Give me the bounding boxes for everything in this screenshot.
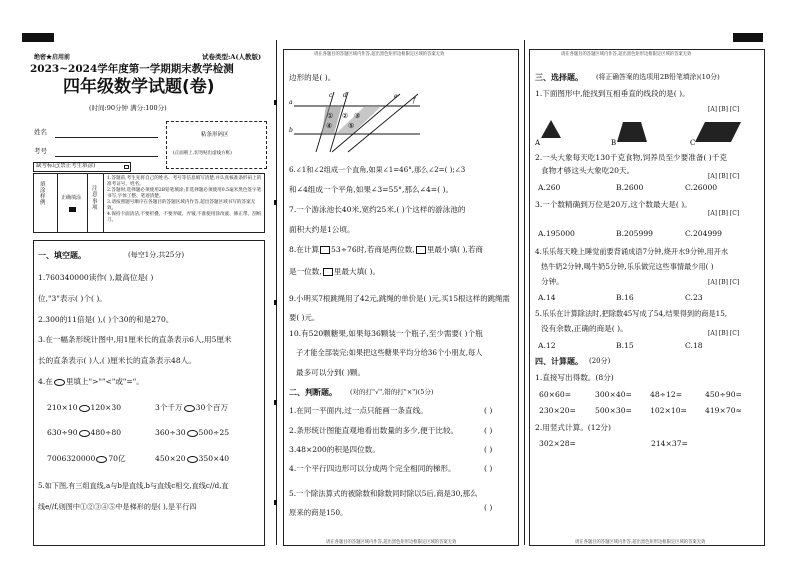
answer-bubbles-q1[interactable]: [A] [B] [C] (708, 106, 740, 113)
choice-q4-line-b: 热牛奶2分钟,喝牛奶5分钟,乐乐做完这些事情最少用( ) (541, 262, 714, 271)
choice-q2-option-a: A.260 (538, 183, 561, 192)
note-2: 2.答题时,选择题必须使用2B铅笔填涂;非选择题必须使用0.5毫米黑色签字笔书写,字体工整、笔迹清楚。 (107, 187, 262, 199)
name-field[interactable] (55, 137, 158, 138)
q10-line-c: 最多可以分到( )颗。 (296, 368, 366, 377)
timing-mark (274, 100, 277, 105)
panel-2-bottom-notice: 请在各题目的答题区域内作答,超出黑色矩形边框限定区域的答案无效 (326, 540, 457, 545)
fig-label-c: c (329, 92, 333, 99)
judge-answer-1[interactable]: ( ) (484, 406, 493, 415)
compare-circle-icon (54, 379, 65, 386)
choice-q2-line-b: 食物才够这头大象吃20天。 (541, 166, 635, 175)
choice-q3: 3.一个数精确到万位是20万,这个数最大是( )。 (535, 200, 692, 209)
choice-q4-option-b: B.16 (616, 293, 634, 302)
corner-mark-top-right (733, 33, 763, 42)
fig-label-f: f (413, 97, 416, 104)
fig-label-e: e (394, 93, 398, 100)
compare-1b: 3个千万 30个百万 (155, 403, 229, 412)
line-e (332, 94, 400, 152)
q10-line-a: 10.有520颗糖果,如果每36颗装一个瓶子,至少需要( )个瓶 (289, 329, 483, 338)
direct-calc-7: 102×10= (650, 406, 687, 415)
judge-answer-2[interactable]: ( ) (484, 426, 493, 435)
choice-q3-option-a: A.195000 (538, 229, 575, 238)
timing-mark (274, 500, 277, 505)
digit-box-icon (416, 246, 426, 254)
direct-calc-5: 230×20= (539, 406, 576, 415)
q5-line-b: 线e//f,则图中①②③④⑤中是梯形的是( ),是平行四 (38, 502, 197, 511)
compare-circle-input[interactable] (187, 430, 198, 437)
fig-label-2: ② (342, 112, 349, 120)
compare-3b: 450×20 350×40 (155, 454, 230, 463)
shape-c-icon (695, 122, 741, 142)
barcode-area (166, 121, 267, 169)
judge-item-1: 1.在同一平面内,过一点只能画一条直线。 (289, 406, 428, 415)
choice-q5-line-a: 5.乐乐在计算除法时,把除数45写成了54,结果得到的商是15, (535, 309, 728, 318)
id-label: 考号 (34, 147, 47, 155)
direct-calc-3: 48÷12= (650, 390, 683, 399)
direct-calc-4: 450÷90= (705, 390, 742, 399)
note-4: 4.保持卡面清洁,不要折叠、不要弄破、弄皱,不准使用涂改液、修正带、刮纸刀。 (107, 211, 262, 223)
q7-line-b: 面积大约是1公顷。 (289, 225, 355, 234)
fill-sample-cell (34, 174, 58, 232)
timing-mark (274, 400, 277, 405)
parallel-lines-figure (288, 90, 423, 154)
q5-line-a: 5.如下图,有三组直线,a与b是直线,b与直线c相交,直线c//d,直 (38, 481, 229, 490)
q7-line-a: 7.一个游泳池长40米,宽约25米,( )个这样的游泳池的 (289, 205, 466, 214)
direct-calc-2: 300×40= (595, 390, 632, 399)
compare-circle-input[interactable] (79, 405, 90, 412)
answer-panel-1 (33, 240, 265, 546)
id-field[interactable] (55, 156, 158, 157)
answer-bubbles-q4[interactable]: [A] [B] [C] (708, 279, 740, 286)
choice-q4-option-c: C.23 (685, 293, 703, 302)
digit-box-icon (323, 268, 333, 276)
q4-intro (38, 378, 144, 386)
correct-fill-label: 正确填涂 (61, 195, 82, 201)
shape-b-icon (617, 122, 647, 142)
judge-answer-3[interactable]: ( ) (484, 445, 493, 454)
digit-box-input[interactable] (320, 246, 330, 254)
correct-fill-sample (69, 207, 76, 212)
absent-mark-label: 缺考标记(禁止考生填涂) (36, 163, 96, 169)
choice-q2-option-b: B.2600 (616, 183, 644, 192)
choice-q1-shapes (535, 116, 755, 150)
option-label-c: C (690, 139, 696, 147)
judge-answer-4[interactable]: ( ) (484, 464, 493, 473)
fold-line-1 (276, 40, 277, 545)
fig-label-b: b (289, 127, 293, 134)
choice-q3-option-c: C.204999 (685, 229, 722, 238)
direct-calc-8: 419×70≈ (705, 406, 742, 415)
absent-mark-box[interactable] (124, 165, 129, 169)
q1-line-b: 位,"3"表示( )个( )。 (38, 294, 107, 303)
page-title: 四年级数学试题(卷) (63, 77, 215, 97)
section-3-score: (将正确答案的选项用2B铅笔填涂)(10分) (596, 73, 720, 81)
q10-line-b: 子才能全部装完;如果把这些糖果平均分给36个小朋友,每人 (296, 348, 483, 357)
timing-mark (274, 200, 277, 205)
compare-2a: 630÷90 480÷80 (47, 428, 122, 437)
secret-label: 绝密★启用前 (34, 54, 71, 61)
panel-2-top-notice: 请在各题目的答题区域内作答,超出黑色矩形边框限定区域的答案无效 (314, 52, 445, 57)
section-4-title: 四、计算题。 (535, 356, 583, 366)
exam-title: 2023~2024学年度第一学期期末教学检测 (30, 63, 234, 75)
section-1-score: (每空1分,共25分) (128, 251, 185, 259)
fig-label-d: d (343, 92, 347, 99)
compare-circle-input[interactable] (96, 456, 107, 463)
choice-q2-option-c: C.26000 (685, 183, 718, 192)
choice-q4-line-a: 4.乐乐每天晚上睡觉前要背诵成语7分钟,烧开水9分钟,用开水 (535, 247, 729, 256)
q8-line-a: 8.在计算 53÷76时,若商是两位数, 里最小填( ),若商 (289, 245, 484, 254)
compare-circle-input[interactable] (79, 430, 90, 437)
judge-item-3: 3.48×200的积是四位数。 (289, 445, 380, 454)
section-2-title: 二、判断题。 (289, 387, 337, 397)
panel-3-top-notice: 请在各题目的答题区域内作答,超出黑色矩形边框限定区域的答案无效 (561, 52, 692, 57)
section-3-title: 三、选择题。 (535, 72, 583, 82)
choice-q3-option-b: B.205999 (616, 229, 653, 238)
absent-mark-row (33, 162, 131, 172)
barcode-area-label: 粘条形码区 (201, 132, 229, 138)
fig-label-1: ① (327, 112, 334, 120)
fig-label-3: ③ (354, 112, 361, 120)
section-2-score: (对的打"√",错的打"×")(5分) (350, 388, 434, 396)
q3-line-b: 长的直条表示( )人,( )厘米长的直条表示48人。 (38, 356, 196, 365)
corner-mark-top-left (22, 33, 54, 42)
correct-fill-cell (58, 174, 88, 232)
choice-q5-line-b: 没有余数,正确的商是( )。 (541, 324, 628, 333)
q1-line-a: 1.760340000读作( ),最高位是( ) (38, 273, 154, 282)
compare-2b: 360÷30 500÷25 (155, 428, 230, 437)
time-score: (时间:90分钟 满分:100分) (89, 104, 167, 112)
vertical-calc-1: 302×28= (539, 439, 576, 448)
choice-q5-option-b: B.15 (616, 341, 634, 350)
choice-q5-option-a: A.12 (538, 341, 556, 350)
fig-label-5: ⑤ (348, 122, 355, 130)
compare-1a: 210×10 120×30 (47, 403, 122, 412)
q5-line-c: 边形的是( )。 (289, 73, 336, 82)
choice-q4-line-c: 分钟。 (541, 277, 564, 286)
notes-list (107, 176, 263, 224)
q6-line-b: 和∠4组成一个平角,如果∠3=55°,那么∠4=( )。 (289, 185, 454, 194)
q2: 2.300的11倍是( ),( )个30的和是270。 (38, 315, 174, 324)
option-label-a: A (535, 139, 541, 147)
calc-sub1-title: 1.直接写出得数。(8分) (535, 373, 614, 382)
vertical-calc-2: 214×37= (651, 439, 688, 448)
judge-answer-5[interactable]: ( ) (484, 503, 493, 512)
name-label: 姓名 (34, 128, 47, 136)
choice-q2-line-a: 2.一头大象每天吃130千克食物,饲养员至少要准备( )千克 (535, 153, 727, 162)
panel-3-bottom-notice: 请在各题目的答题区域内作答,超出黑色矩形边框限定区域的答案无效 (575, 540, 706, 545)
judge-item-2: 2.条形统计图能直观地看出数量的多少,便于比较。 (289, 426, 459, 435)
q8-line-b: 是一位数, 里最大填( )。 (289, 267, 381, 276)
section-1-title: 一、填空题。 (38, 250, 86, 260)
judge-item-5: 5.一个除法算式的被除数和除数同时除以5后,商是30,那么原来的商是150。 (289, 489, 478, 518)
note-1: 1.答题前,考生先将自己的姓名、考号等信息填写清楚,并认真核准条形码上的准考证号、姓名。 (107, 176, 262, 187)
paper-type: 试卷类型:A(人教版) (202, 53, 262, 61)
note-3: 3.请按照题号顺序在各题目的答题区域内作答,超出答题区域书写的答案无效。 (107, 199, 256, 211)
answer-bubbles-q2[interactable]: [A] [B] [C] (708, 173, 740, 180)
q9: 9.小明买7根跳绳用了42元,跳绳的单价是( )元,买15根这样的跳绳需要( )元。 (289, 294, 510, 322)
notes-box (33, 173, 265, 233)
q4-intro-after: 里填上">""<"或"="。 (65, 377, 144, 386)
answer-bubbles-q3[interactable]: [A] [B] [C] (708, 210, 740, 217)
choice-q4-option-a: A.14 (538, 293, 556, 302)
choice-q5-option-c: C.18 (685, 341, 703, 350)
q6-line-a: 6.∠1和∠2组成一个直角,如果∠1=46°,那么∠2=( );∠3 (289, 165, 466, 174)
option-label-b: B (611, 139, 617, 147)
fold-line-2 (524, 40, 525, 545)
q3-line-a: 3.在一幅条形统计图中,用1厘米长的直条表示6人,用5厘米 (38, 335, 232, 344)
barcode-hint: (正面朝上,切勿贴出虚线方框) (173, 151, 232, 156)
judge-item-4: 4.一个平行四边形可以分成两个完全相同的梯形。 (289, 464, 456, 473)
fig-label-a: a (289, 99, 293, 106)
section-4-score: (20分) (589, 357, 611, 365)
direct-calc-6: 500×30= (595, 406, 632, 415)
notes-label-cell (88, 174, 104, 232)
timing-mark (274, 300, 277, 305)
answer-bubbles-q5[interactable]: [A] [B] [C] (708, 330, 740, 337)
q4-intro-before: 4.在 (38, 377, 53, 386)
calc-sub2-title: 2.用竖式计算。(12分) (535, 423, 611, 432)
notes-label: 注意事项 (92, 186, 98, 211)
compare-circle-input[interactable] (187, 456, 198, 463)
shape-a-icon (541, 120, 561, 138)
choice-q1: 1.下面图形中,能找到互相垂直的线段的是( )。 (535, 89, 690, 98)
fill-sample-label: 填涂样例 (40, 182, 46, 207)
compare-circle-input[interactable] (184, 405, 195, 412)
compare-3a: 7006320000 70亿 (47, 454, 126, 463)
direct-calc-1: 60×60= (539, 390, 572, 399)
fig-label-4: ④ (326, 122, 333, 130)
